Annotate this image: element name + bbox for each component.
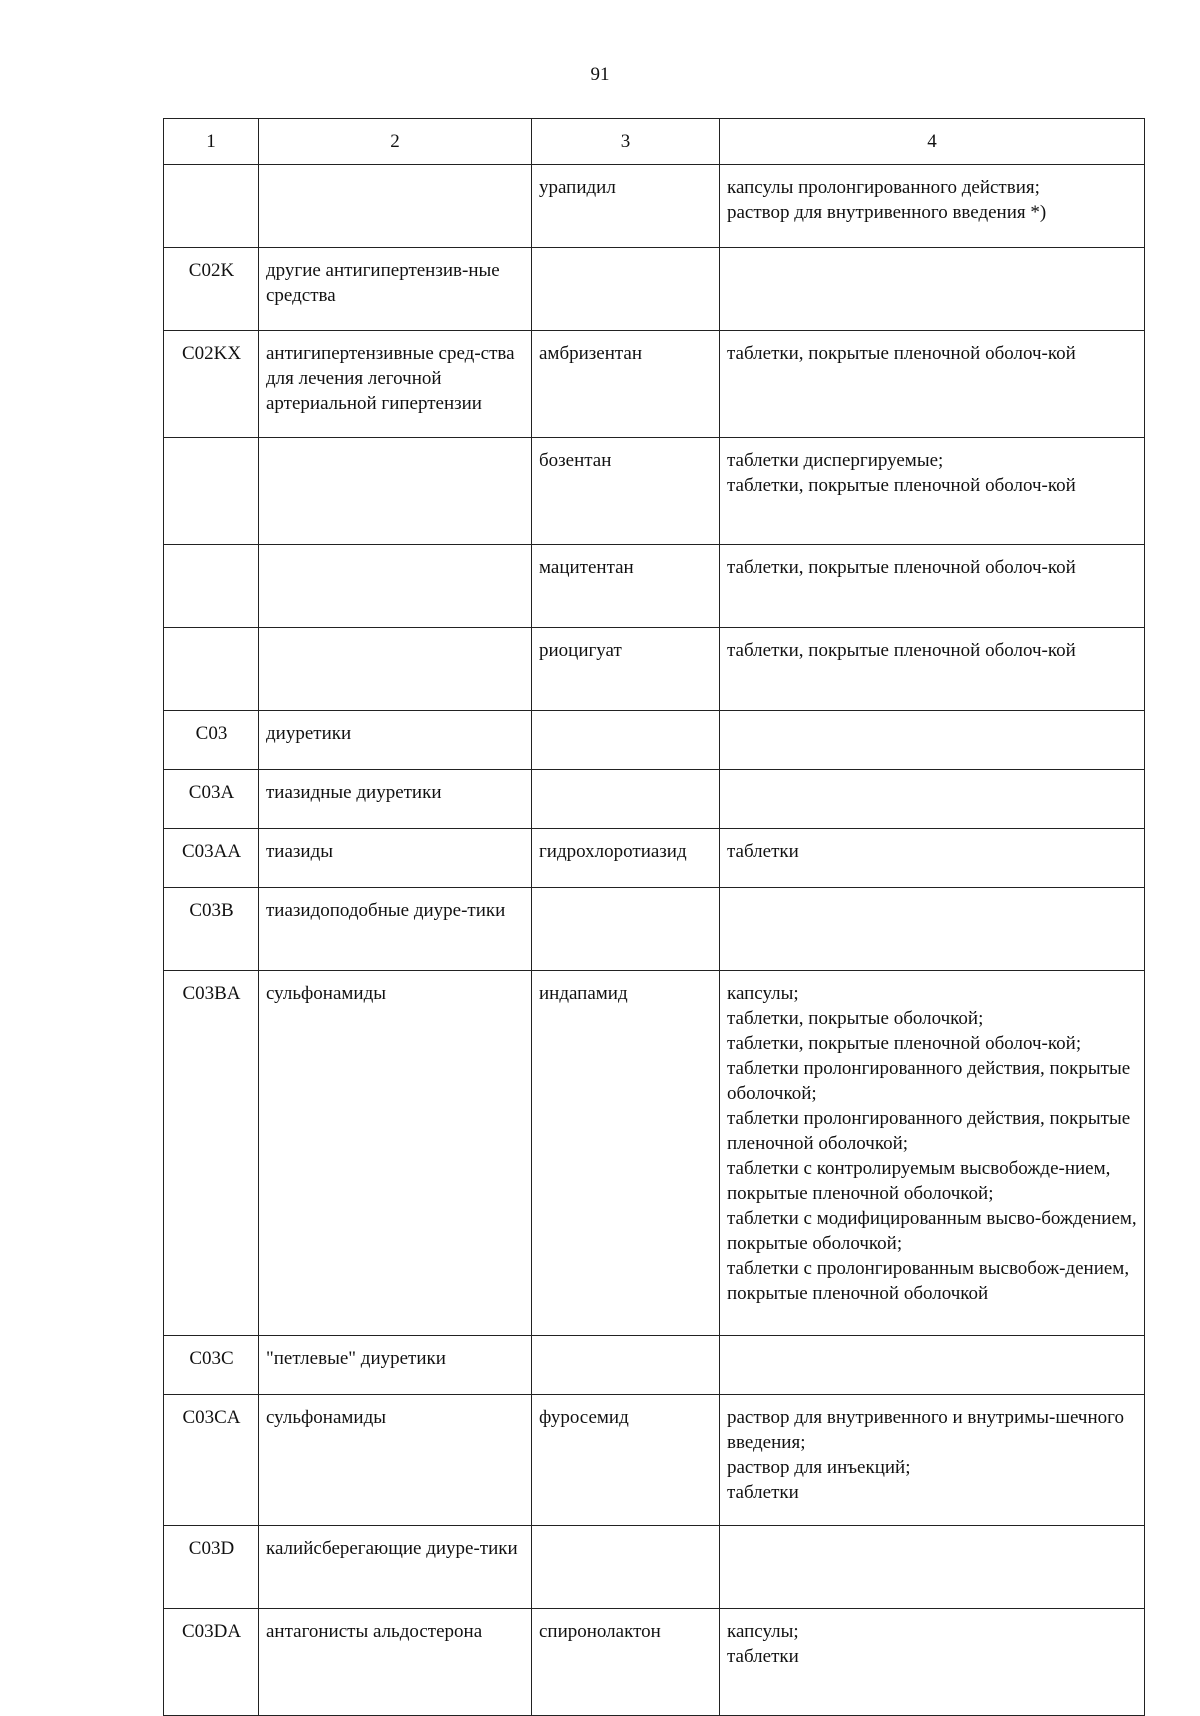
- table-row: [164, 1336, 1145, 1395]
- substance-cell: мацитентан: [532, 545, 720, 628]
- dosage-form-line: таблетки, покрытые пленочной оболоч-кой: [727, 640, 1076, 661]
- substance-cell: [532, 770, 720, 829]
- atc-code-cell: C03DA: [164, 1609, 259, 1716]
- dosage-form-line: таблетки пролонгированного действия, покрытые пленочной оболочкой;: [727, 1108, 1131, 1154]
- dosage-forms-cell: [720, 1336, 1145, 1395]
- table-header-row: [164, 119, 1145, 165]
- header-col-1: 1: [164, 119, 259, 165]
- table-row: [164, 1526, 1145, 1609]
- group-name-cell: диуретики: [259, 711, 532, 770]
- atc-code-cell: [164, 165, 259, 248]
- group-name-cell: [259, 545, 532, 628]
- substance-cell: бозентан: [532, 438, 720, 545]
- dosage-form-line: раствор для внутривенного и внутримы-шечного введения;: [727, 1407, 1124, 1453]
- dosage-form-line: раствор для внутривенного введения *): [727, 202, 1047, 223]
- dosage-form-line: таблетки с пролонгированным высвобож-дением, покрытые пленочной оболочкой: [727, 1258, 1130, 1304]
- dosage-form-line: капсулы;: [727, 1621, 799, 1642]
- group-name-cell: антигипертензивные сред-ства для лечения легочной артериальной гипертензии: [259, 331, 532, 438]
- table-row: [164, 829, 1145, 888]
- table-row: [164, 628, 1145, 711]
- substance-cell: спиронолактон: [532, 1609, 720, 1716]
- header-col-4: 4: [720, 119, 1145, 165]
- atc-code-cell: C03D: [164, 1526, 259, 1609]
- atc-code-cell: C03: [164, 711, 259, 770]
- dosage-forms-cell: [720, 711, 1145, 770]
- page-number: 91: [590, 64, 610, 85]
- substance-cell: риоцигуат: [532, 628, 720, 711]
- table-row: [164, 770, 1145, 829]
- group-name-cell: тиазидоподобные диуре-тики: [259, 888, 532, 971]
- substance-cell: [532, 711, 720, 770]
- atc-code-cell: C03C: [164, 1336, 259, 1395]
- substance-cell: [532, 1336, 720, 1395]
- dosage-forms-cell: [720, 628, 1145, 711]
- atc-code-cell: C03AA: [164, 829, 259, 888]
- dosage-form-line: таблетки с контролируемым высвобожде-нием, покрытые пленочной оболочкой;: [727, 1158, 1111, 1204]
- group-name-cell: калийсберегающие диуре-тики: [259, 1526, 532, 1609]
- atc-code-cell: C03CA: [164, 1395, 259, 1526]
- dosage-form-line: таблетки пролонгированного действия, покрытые оболочкой;: [727, 1058, 1131, 1104]
- table-row: [164, 971, 1145, 1336]
- atc-code-cell: C02KX: [164, 331, 259, 438]
- table-row: [164, 331, 1145, 438]
- group-name-cell: [259, 165, 532, 248]
- table-row: [164, 888, 1145, 971]
- dosage-forms-cell: [720, 1395, 1145, 1526]
- dosage-forms-cell: [720, 165, 1145, 248]
- dosage-form-line: таблетки с модифицированным высво-бождением, покрытые оболочкой;: [727, 1208, 1137, 1254]
- table-row: [164, 248, 1145, 331]
- dosage-form-line: таблетки, покрытые пленочной оболоч-кой: [727, 343, 1076, 364]
- atc-code-cell: C03BA: [164, 971, 259, 1336]
- dosage-forms-cell: [720, 438, 1145, 545]
- dosage-form-line: таблетки, покрытые пленочной оболоч-кой: [727, 475, 1076, 496]
- dosage-forms-cell: [720, 971, 1145, 1336]
- table-row: [164, 165, 1145, 248]
- substance-cell: амбризентан: [532, 331, 720, 438]
- substance-cell: индапамид: [532, 971, 720, 1336]
- header-col-3: 3: [532, 119, 720, 165]
- group-name-cell: сульфонамиды: [259, 1395, 532, 1526]
- header-col-2: 2: [259, 119, 532, 165]
- substance-cell: фуросемид: [532, 1395, 720, 1526]
- dosage-form-line: таблетки, покрытые пленочной оболоч-кой: [727, 557, 1076, 578]
- dosage-forms-cell: [720, 545, 1145, 628]
- dosage-forms-cell: [720, 1609, 1145, 1716]
- table-row: [164, 545, 1145, 628]
- dosage-form-line: таблетки, покрытые пленочной оболоч-кой;: [727, 1033, 1082, 1054]
- dosage-forms-cell: [720, 829, 1145, 888]
- group-name-cell: тиазидные диуретики: [259, 770, 532, 829]
- dosage-forms-cell: [720, 248, 1145, 331]
- group-name-cell: тиазиды: [259, 829, 532, 888]
- dosage-form-line: капсулы;: [727, 983, 799, 1004]
- group-name-cell: "петлевые" диуретики: [259, 1336, 532, 1395]
- table-row: [164, 1609, 1145, 1716]
- atc-code-cell: C03B: [164, 888, 259, 971]
- substance-cell: гидрохлоротиазид: [532, 829, 720, 888]
- atc-code-cell: [164, 628, 259, 711]
- group-name-cell: [259, 628, 532, 711]
- dosage-forms-cell: [720, 888, 1145, 971]
- atc-code-cell: [164, 545, 259, 628]
- dosage-form-line: таблетки, покрытые оболочкой;: [727, 1008, 984, 1029]
- dosage-form-line: раствор для инъекций;: [727, 1457, 911, 1478]
- substance-cell: урапидил: [532, 165, 720, 248]
- group-name-cell: другие антигипертензив-ные средства: [259, 248, 532, 331]
- dosage-form-line: капсулы пролонгированного действия;: [727, 177, 1040, 198]
- table-row: [164, 1395, 1145, 1526]
- group-name-cell: антагонисты альдостерона: [259, 1609, 532, 1716]
- atc-code-cell: [164, 438, 259, 545]
- dosage-forms-cell: [720, 1526, 1145, 1609]
- substance-cell: [532, 248, 720, 331]
- dosage-form-line: таблетки диспергируемые;: [727, 450, 944, 471]
- substance-cell: [532, 888, 720, 971]
- table-row: [164, 438, 1145, 545]
- atc-code-cell: C02K: [164, 248, 259, 331]
- group-name-cell: [259, 438, 532, 545]
- group-name-cell: сульфонамиды: [259, 971, 532, 1336]
- dosage-forms-cell: [720, 770, 1145, 829]
- dosage-form-line: таблетки: [727, 841, 799, 862]
- atc-code-cell: C03A: [164, 770, 259, 829]
- table-row: [164, 711, 1145, 770]
- dosage-form-line: таблетки: [727, 1646, 799, 1667]
- dosage-forms-cell: [720, 331, 1145, 438]
- dosage-form-line: таблетки: [727, 1482, 799, 1503]
- drug-table: [163, 118, 1145, 1716]
- substance-cell: [532, 1526, 720, 1609]
